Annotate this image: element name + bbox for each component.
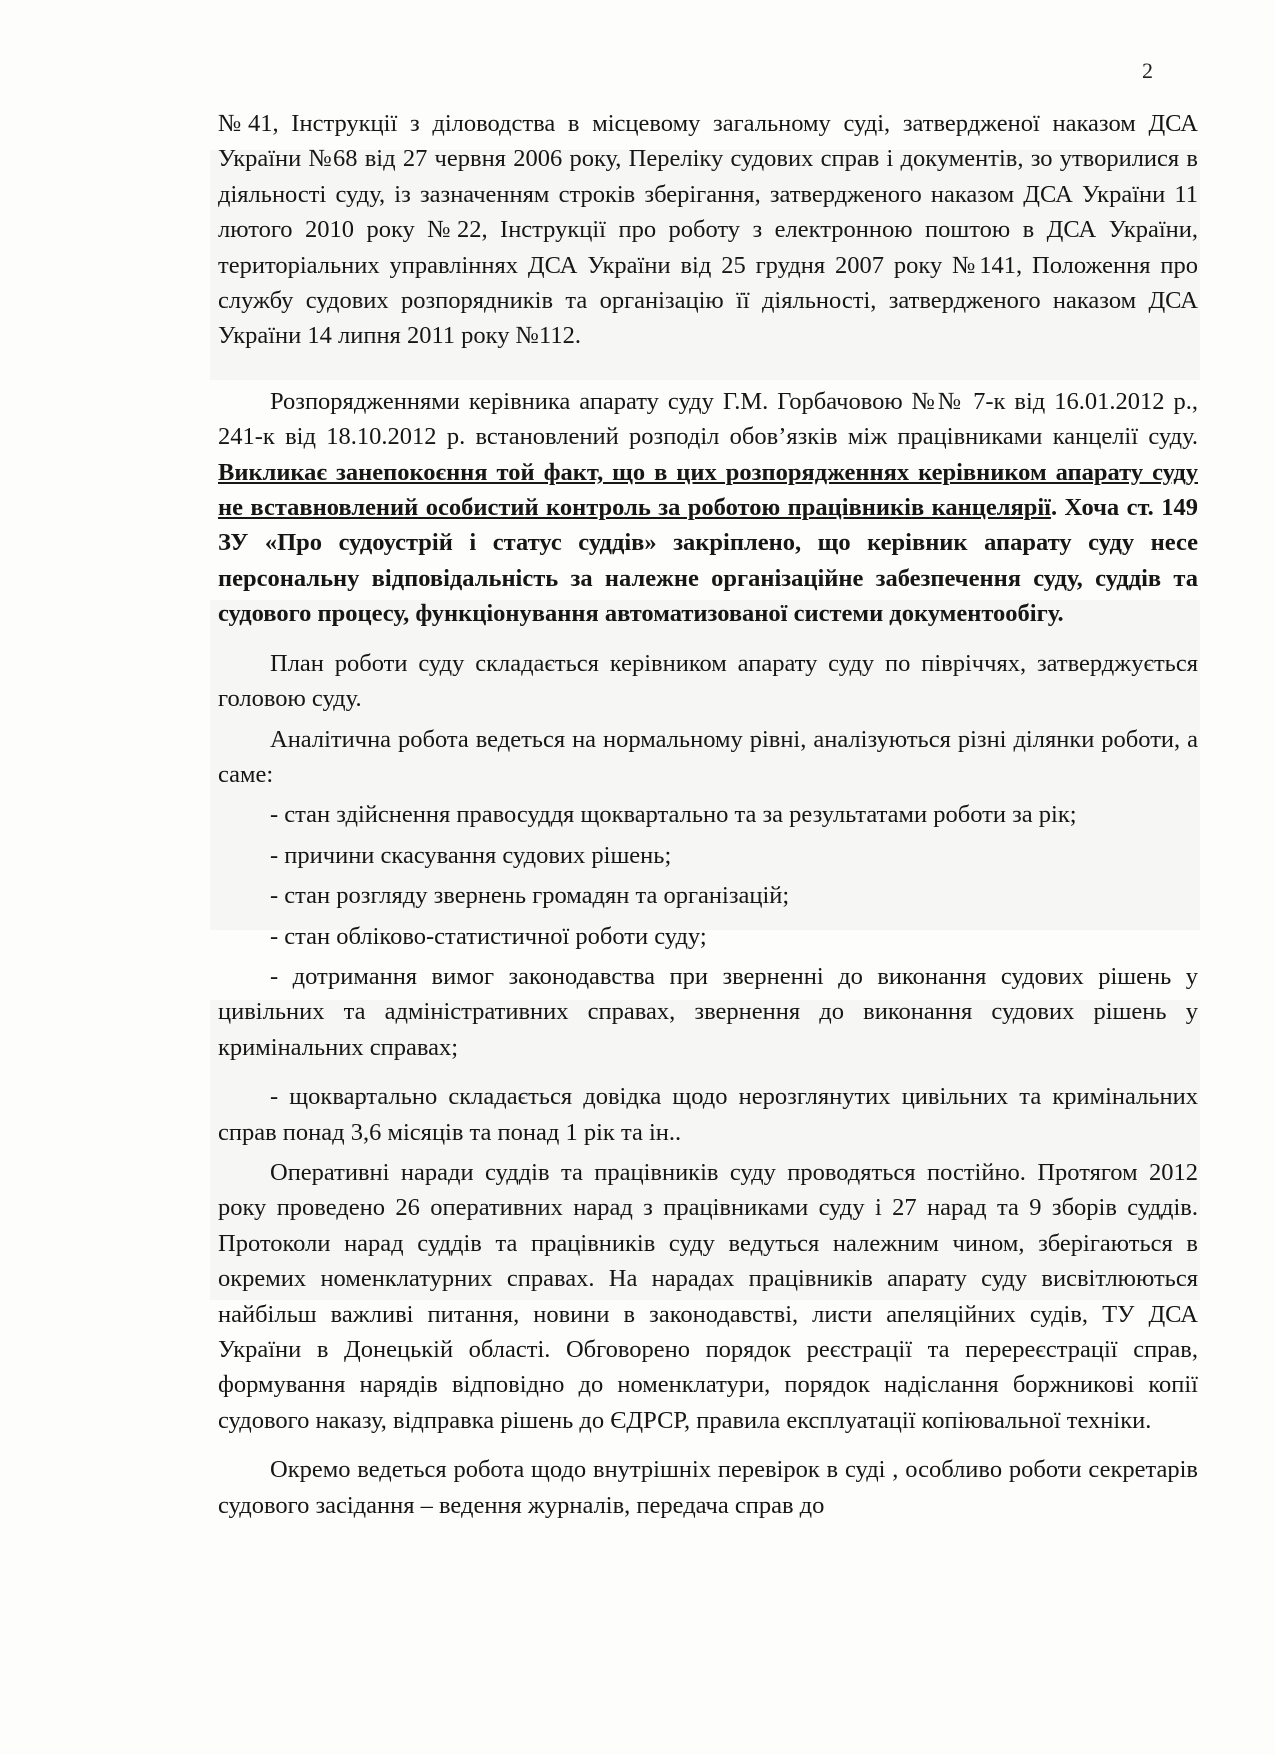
list-item: - причини скасування судових рішень; [270,841,672,869]
concern-statement: Викликає занепокоєння той факт, що в цих розпорядженнях керівником апарату суду не вставновлений особистий контроль за роботою працівників канцелярії [218,458,1198,522]
page-number: 2 [1142,58,1153,83]
document-body [218,106,1198,1523]
list-item: - стан розгляду звернень громадян та організацій; [270,882,790,910]
list-item: - стан здійснення правосуддя щоквартально та за результатами роботи за рік; [270,801,1077,829]
paragraph-regulations-list: №41, Інструкції з діловодства в місцевому загальному суді, затвердженої наказом ДСА України №68 від 27 червня 2006 року, Переліку судових справ і документів, зо утворилися в діяльності суду, із зазначенням строків зберігання, затвердженого наказом ДСА України 11 лютого 2010 року №22, Інструкції про роботу з електронною поштою в ДСА України, територіальних управліннях ДСА України від 25 грудня 2007 року №141, Положення про службу судових розпорядників та організацію її діяльності, затвердженого наказом ДСА України 14 липня 2011 року №112. [218,110,1198,350]
paragraph-analytics: Аналітична робота ведеться на нормальному рівні, аналізуються різні ділянки роботи, а саме: [218,725,1198,788]
paragraph-meetings: Оперативні наради суддів та працівників суду проводяться постійно. Протягом 2012 року проведено 26 оперативних нарад з працівниками суду і 27 нарад та 9 зборів суддів. Протоколи нарад суддів та працівників суду ведуться належним чином, зберігаються в окремих номенклатурних справах. На нарадах працівників апарату суду висвітлюються найбільш важливі питання, новини в законодавстві, листи апеляційних судів, ТУ ДСА України в Донецькій області. Обговорено порядок реєстрації та перереєстрації справ, формування нарядів відповідно до номенклатури, порядок надіслання боржникові копії судового наказу, відправка рішень до ЄДРСР, правила експлуатації копіювальної техніки. [218,1158,1198,1434]
list-item: - стан обліково-статистичної роботи суду; [270,922,707,950]
paragraph-internal-checks: Окремо ведеться робота щодо внутрішніх перевірок в суді , особливо роботи секретарів судового засідання – ведення журналів, передача справ до [218,1456,1198,1519]
concern-statement-dot: . [1050,494,1058,522]
list-item: - дотримання вимог законодавства при зверненні до виконання судових рішень у цивільних та адміністративних справах, звернення до виконання судових рішень у кримінальних справах; [218,962,1198,1061]
paragraph-work-plan: План роботи суду складається керівником апарату суду по півріччях, затверджується головою суду. [218,649,1198,713]
paragraph-staff-duties [218,384,1198,632]
law-reference-statement: Хоча ст. 149 ЗУ «Про судоустрій і статус суддів» закріплено, що керівник апарату суду несе персональну відповідальність за належне організаційне забезпечення суду, суддів та судового процесу, функціонування автоматизованої системи документообігу. [218,494,1198,628]
list-item: - щоквартально складається довідка щодо нерозглянутих цивільних та кримінальних справ понад 3,6 місяців та понад 1 рік та ін.. [218,1083,1198,1146]
paragraph-staff-duties-text: Розпорядженнями керівника апарату суду Г.М. Горбачовою №№ 7-к від 16.01.2012 р., 241-к від 18.10.2012 р. встановлений розподіл обов’язків між працівниками канцелії суду. [218,387,1198,451]
